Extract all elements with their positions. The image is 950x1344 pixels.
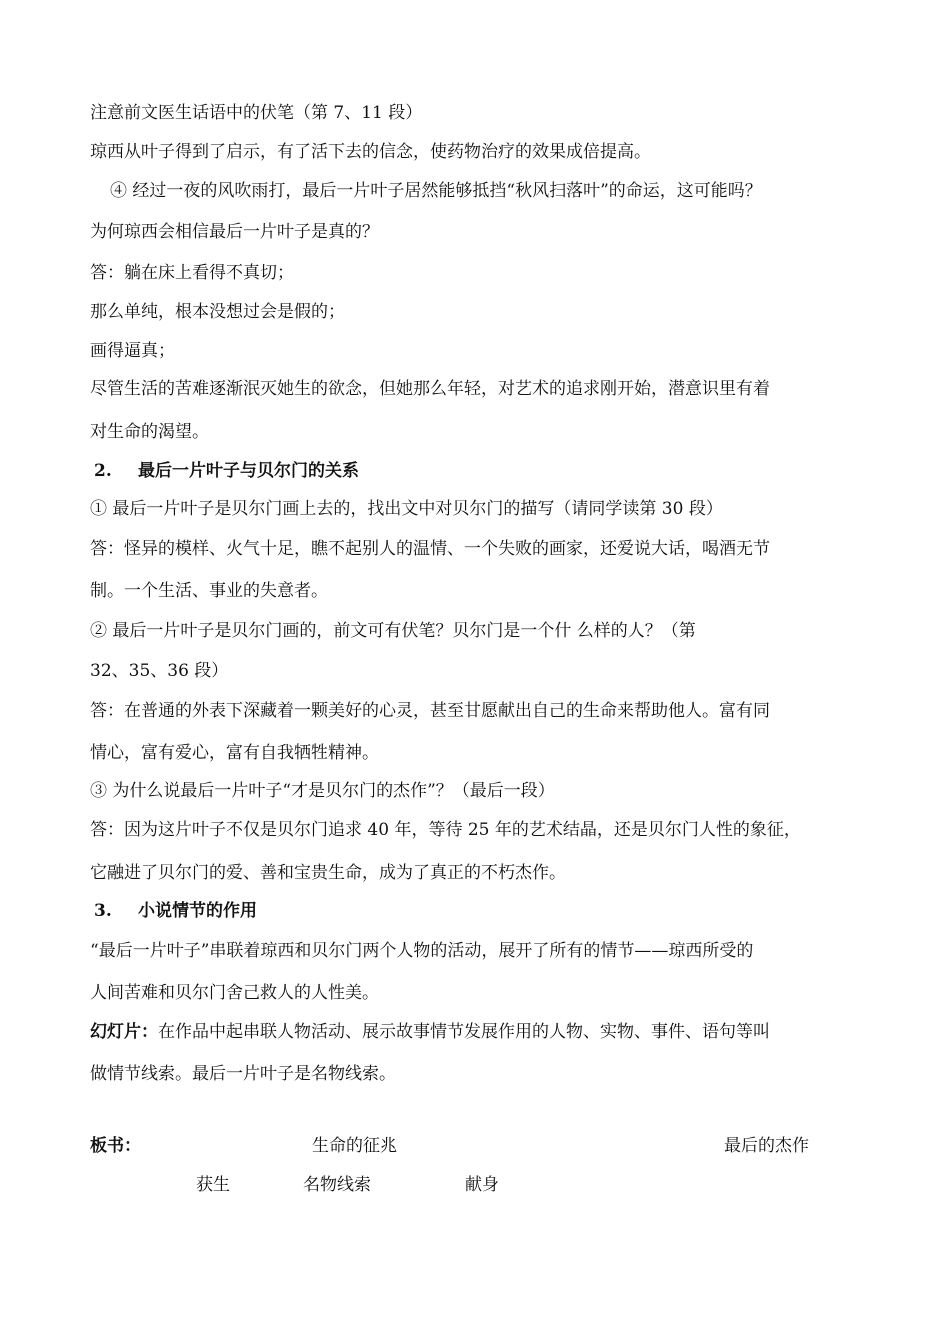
- text-line: 人间苦难和贝尔门舍己救人的人性美。: [90, 983, 379, 1003]
- text-line: 对生命的渴望。: [90, 422, 209, 442]
- slide-text: 在作品中起串联人物活动、展示故事情节发展作用的人物、实物、事件、语句等叫: [158, 1022, 770, 1042]
- text-line: 32、35、36 段）: [90, 661, 229, 681]
- slide-note: [90, 1021, 870, 1043]
- text-line: 尽管生活的苦难逐渐泯灭她生的欲念，但她那么年轻，对艺术的追求刚开始，潜意识里有着: [90, 379, 770, 399]
- text-line: 画得逼真；: [90, 341, 175, 361]
- question-4: ④ 经过一夜的风吹雨打，最后一片叶子居然能够抵挡“秋风扫落叶”的命运，这可能吗？: [110, 181, 762, 201]
- text-line: 它融进了贝尔门的爱、善和宝贵生命，成为了真正的不朽杰作。: [90, 863, 566, 883]
- board-bottom-left: 获生: [196, 1175, 230, 1195]
- question-1: ① 最后一片叶子是贝尔门画上去的，找出文中对贝尔门的描写（请同学读第 30 段）: [90, 499, 723, 519]
- text-line: 琼西从叶子得到了启示，有了活下去的信念，使药物治疗的效果成倍提高。: [90, 142, 651, 162]
- section-3-heading: [94, 900, 874, 922]
- section-title: 小说情节的作用: [138, 901, 257, 921]
- text-line: 注意前文医生话语中的伏笔（第 7、11 段）: [90, 103, 423, 123]
- answer-line: 答：因为这片叶子不仅是贝尔门追求 40 年，等待 25 年的艺术结晶，还是贝尔门人性的象征，: [90, 820, 801, 840]
- board-top-center: 生命的征兆: [312, 1136, 397, 1156]
- question-2: ② 最后一片叶子是贝尔门画的，前文可有伏笔？贝尔门是一个什 么样的人？（第: [90, 621, 696, 641]
- answer-line: 答：在普通的外表下深藏着一颗美好的心灵，甚至甘愿献出自己的生命来帮助他人。富有同: [90, 701, 770, 721]
- text-line: 情心，富有爱心，富有自我牺牲精神。: [90, 743, 379, 763]
- answer-line: 答：躺在床上看得不真切；: [90, 263, 294, 283]
- section-number: 2.: [94, 461, 112, 481]
- answer-line: 答：怪异的模样、火气十足，瞧不起别人的温情、一个失败的画家，还爱说大话，喝酒无节: [90, 539, 770, 559]
- slide-text-cont: 做情节线索。最后一片叶子是名物线索。: [90, 1064, 396, 1084]
- section-number: 3.: [94, 901, 112, 921]
- board-bottom-right: 献身: [465, 1175, 499, 1195]
- section-2-heading: [94, 460, 874, 482]
- question-3: ③ 为什么说最后一片叶子“才是贝尔门的杰作”？（最后一段）: [90, 781, 555, 801]
- board-bottom-center: 名物线索: [303, 1175, 371, 1195]
- text-line: “最后一片叶子”串联着琼西和贝尔门两个人物的活动，展开了所有的情节——琼西所受的: [90, 941, 754, 961]
- board-label: 板书：: [90, 1136, 141, 1156]
- board-top-right: 最后的杰作: [724, 1136, 809, 1156]
- text-line: 为何琼西会相信最后一片叶子是真的？: [90, 222, 379, 242]
- slide-label: 幻灯片：: [90, 1022, 158, 1042]
- section-title: 最后一片叶子与贝尔门的关系: [138, 461, 359, 481]
- text-line: 那么单纯，根本没想过会是假的；: [90, 302, 345, 322]
- text-line: 制。一个生活、事业的失意者。: [90, 581, 328, 601]
